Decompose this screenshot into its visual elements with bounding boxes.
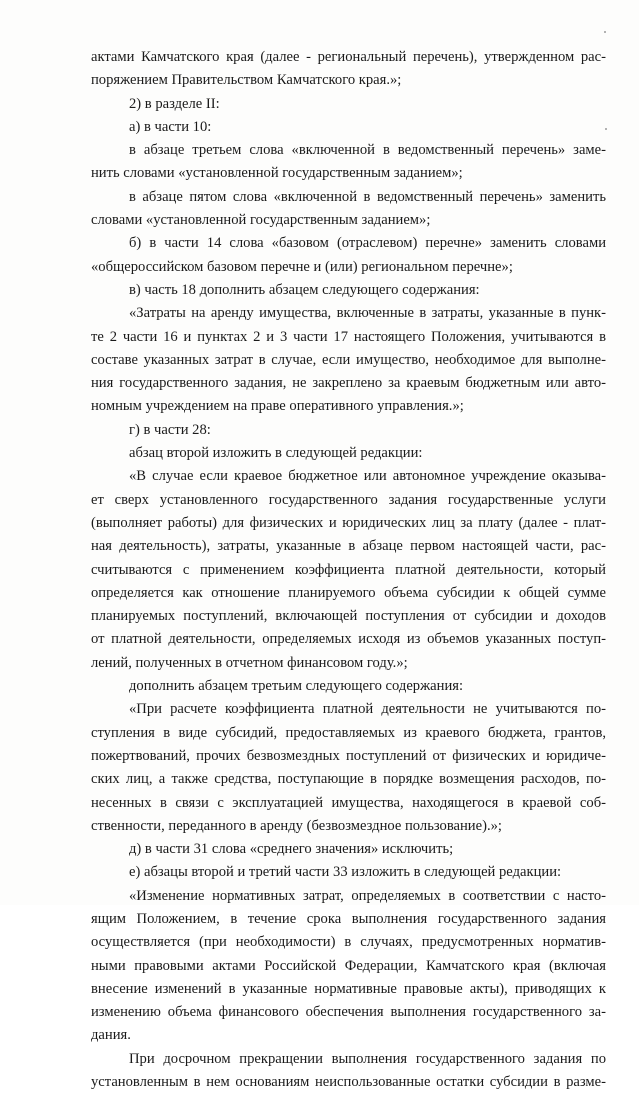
line-text: внесение изменений в указанные нормативные правовые акты), приводящих к [91,980,606,997]
text-line [91,116,606,139]
line-text: ет сверх установленного государственного задания государственные услуги [91,491,606,508]
text-line [91,209,606,232]
text-line [91,885,606,908]
text-line [91,792,606,815]
line-text: те 2 части 16 и пунктах 2 и 3 части 17 настоящего Положения, учитываются в [91,328,606,345]
line-text: «Затраты на аренду имущества, включенные в затраты, указанные в пунк- [129,305,606,322]
line-text: в абзаце пятом слова «включенной в ведомственный перечень» заменить [129,188,606,205]
text-line [91,93,606,116]
line-text: б) в части 14 слова «базовом (отраслевом) перечне» заменить словами [129,235,606,252]
line-text: ящим Положением, в течение срока выполнения государственного задания [91,910,606,927]
text-line [91,326,606,349]
line-text: г) в части 28: [129,421,211,438]
text-line [91,162,606,185]
text-line [91,605,606,628]
text-line [91,302,606,325]
line-text: пожертвований, прочих безвозмездных поступлений от физических и юридиче- [91,747,606,764]
text-line [91,722,606,745]
line-text: ственности, переданного в аренду (безвозмездное пользование).»; [91,817,502,834]
line-text: актами Камчатского края (далее - региональный перечень), утвержденном рас- [91,49,606,65]
line-text: «При расчете коэффициента платной деятельности не учитываются по- [129,701,606,718]
line-text: ступления в виде субсидий, предоставляемых из краевого бюджета, грантов, [91,724,606,741]
document-body [91,46,606,1094]
text-line [91,1048,606,1071]
line-text: считываются с применением коэффициента платной деятельности, который [91,561,606,578]
line-text: словами «установленной государственным заданием»; [91,212,431,229]
text-line [91,512,606,535]
text-line [91,489,606,512]
line-text: (выполняет работы) для физических и юридических лиц за плату (далее - плат- [91,514,606,531]
text-line [91,349,606,372]
line-text: осуществляется (при необходимости) в случаях, предусмотренных норматив- [91,934,606,951]
text-line [91,465,606,488]
text-line [91,372,606,395]
line-text: от платной деятельности, определяемых исходя из объемов указанных поступ- [91,631,606,648]
line-text: определяется как отношение планируемого объема субсидии к общей сумме [91,584,606,601]
text-line [91,1024,606,1047]
text-line [91,256,606,279]
text-line [91,908,606,931]
line-text: «общероссийском базовом перечне и (или) региональном перечне»; [91,258,513,275]
line-text: в абзаце третьем слова «включенной в ведомственный перечень» заме- [129,142,606,159]
scan-speck [605,128,607,130]
text-line [91,768,606,791]
text-line [91,675,606,698]
text-line [91,419,606,442]
text-line [91,652,606,675]
text-line [91,815,606,838]
line-text: а) в части 10: [129,118,212,135]
text-line [91,186,606,209]
text-line [91,1071,606,1094]
text-line [91,931,606,954]
line-text: изменению объема финансового обеспечения выполнения государственного за- [91,1004,606,1021]
text-line [91,69,606,92]
line-text: ских лиц, а также средства, поступающие в порядке возмещения расходов, по- [91,771,606,788]
line-text: «Изменение нормативных затрат, определяемых в соответствии с насто- [129,887,606,904]
line-text: лений, полученных в отчетном финансовом году.»; [91,654,408,671]
line-text: д) в части 31 слова «среднего значения» исключить; [129,841,454,858]
line-text: установленным в нем основаниям неиспользованные остатки субсидии в разме- [91,1074,606,1091]
text-line [91,582,606,605]
text-line [91,442,606,465]
text-line [91,698,606,721]
line-text: нить словами «установленной государственным заданием»; [91,165,463,182]
line-text: составе указанных затрат в случае, если имущество, необходимое для выполне- [91,351,606,368]
text-line [91,861,606,884]
text-line [91,139,606,162]
text-line [91,628,606,651]
line-text: дания. [91,1027,131,1044]
line-text: ная деятельность), затраты, указанные в абзаце первом настоящей части, рас- [91,538,606,555]
line-text: несенных в связи с эксплуатацией имущества, находящегося в краевой соб- [91,794,606,811]
line-text: 2) в разделе II: [129,95,220,112]
text-line [91,1001,606,1024]
text-line [91,395,606,418]
line-text: абзац второй изложить в следующей редакции: [129,445,423,462]
text-line [91,279,606,302]
text-line [91,978,606,1001]
line-text: планируемых поступлений, включающей поступления от субсидии и доходов [91,608,606,625]
text-line [91,535,606,558]
text-line [91,838,606,861]
line-text: ния государственного задания, не закреплено за краевым бюджетным или авто- [91,375,606,392]
text-line [91,46,606,69]
text-line [91,232,606,255]
line-text: номным учреждением на праве оперативного управления.»; [91,398,464,415]
text-line [91,559,606,582]
text-line [91,745,606,768]
line-text: При досрочном прекращении выполнения государственного задания по [129,1050,606,1067]
line-text: дополнить абзацем третьим следующего содержания: [129,678,464,695]
line-text: е) абзацы второй и третий части 33 изложить в следующей редакции: [129,864,562,881]
line-text: в) часть 18 дополнить абзацем следующего содержания: [129,281,480,298]
line-text: «В случае если краевое бюджетное или автономное учреждение оказыва- [129,468,606,485]
scan-speck [604,31,606,33]
line-text: поряжением Правительством Камчатского края.»; [91,72,402,89]
line-text: ными правовыми актами Российской Федерации, Камчатского края (включая [91,957,606,974]
text-line [91,955,606,978]
